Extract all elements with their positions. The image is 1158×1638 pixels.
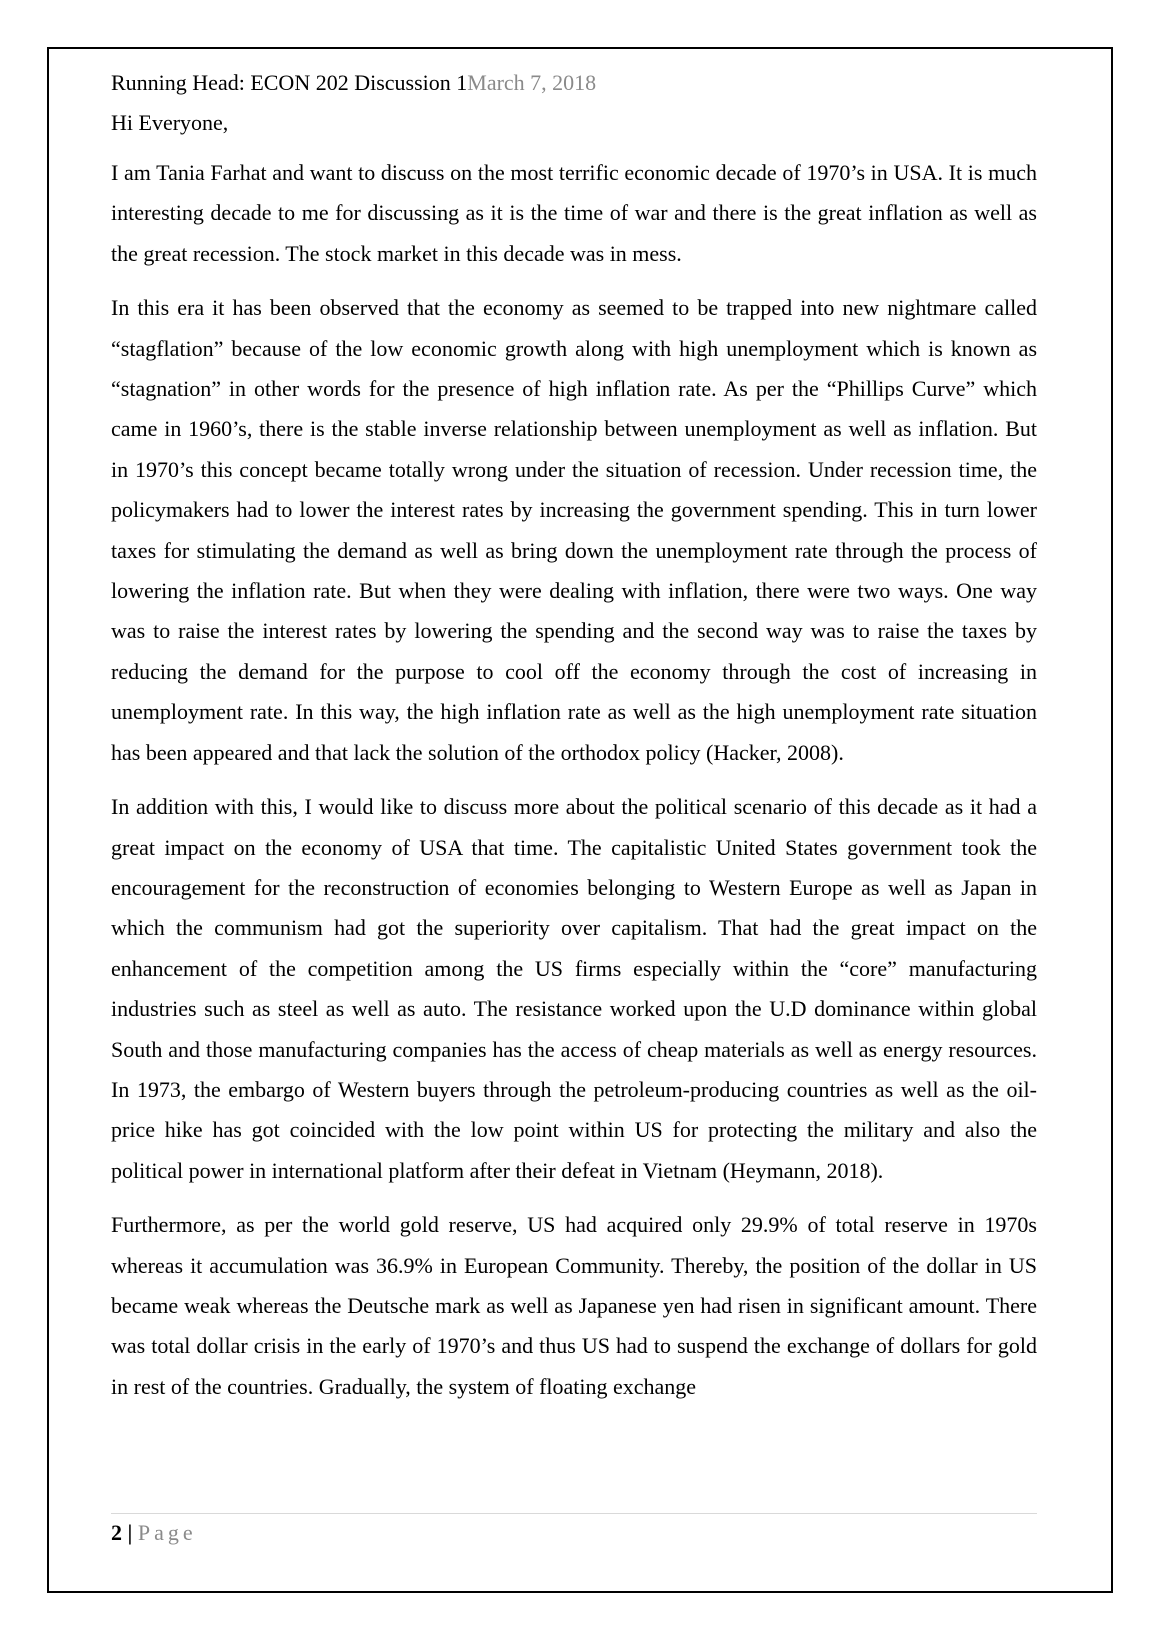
header-date: March 7, 2018 bbox=[467, 70, 597, 95]
paragraph-intro: I am Tania Farhat and want to discuss on the most terrific economic decade of 1970’s in USA. It is much interesting decade to me for discussing as it is the time of war and there is the great inflation as well as the great recession. The stock market in this decade was in mess. bbox=[111, 160, 1037, 266]
greeting: Hi Everyone, bbox=[111, 110, 229, 135]
running-head bbox=[111, 66, 1037, 100]
paragraph-gold-reserve: Furthermore, as per the world gold reserve, US had acquired only 29.9% of total reserve in 1970s whereas it accumulation was 36.9% in European Community. Thereby, the position of the dollar in US became weak whereas the Deutsche mark as well as Japanese yen had risen in significant amount. There was total dollar crisis in the early of 1970’s and thus US had to suspend the exchange of dollars for gold in rest of the countries. Gradually, the system of floating exchange bbox=[111, 1212, 1037, 1399]
paragraph-stagflation: In this era it has been observed that the economy as seemed to be trapped into new nightmare called “stagflation” because of the low economic growth along with high unemployment which is known as “stagnation” in other words for the presence of high inflation rate. As per the “Phillips Curve” which came in 1960’s, there is the stable inverse relationship between unemployment as well as inflation. But in 1970’s this concept became totally wrong under the situation of recession. Under recession time, the policymakers had to lower the interest rates by increasing the government spending. This in turn lower taxes for stimulating the demand as well as bring down the unemployment rate through the process of lowering the inflation rate. But when they were dealing with inflation, there were two ways. One way was to raise the interest rates by lowering the spending and the second way was to raise the taxes by reducing the demand for the purpose to cool off the economy through the cost of increasing in unemployment rate. In this way, the high inflation rate as well as the high unemployment rate situation has been appeared and that lack the solution of the orthodox policy (Hacker, 2008). bbox=[111, 295, 1037, 765]
page-footer bbox=[111, 1513, 1037, 1548]
page-separator: | bbox=[127, 1520, 133, 1545]
running-head-title: Running Head: ECON 202 Discussion 1 bbox=[111, 70, 468, 95]
document-body bbox=[111, 66, 1037, 1407]
page-label: Page bbox=[137, 1520, 197, 1545]
page-number: 2 bbox=[111, 1520, 122, 1545]
paragraph-political: In addition with this, I would like to discuss more about the political scenario of this decade as it had a great impact on the economy of USA that time. The capitalistic United States government took the encouragement for the reconstruction of economies belonging to Western Europe as well as Japan in which the communism had got the superiority over capitalism. That had the great impact on the enhancement of the competition among the US firms especially within the “core” manufacturing industries such as steel as well as auto. The resistance worked upon the U.D dominance within global South and those manufacturing companies has the access of cheap materials as well as energy resources. In 1973, the embargo of Western buyers through the petroleum-producing countries as well as the oil-price hike has got coincided with the low point within US for protecting the military and also the political power in international platform after their defeat in Vietnam (Heymann, 2018). bbox=[111, 794, 1037, 1183]
